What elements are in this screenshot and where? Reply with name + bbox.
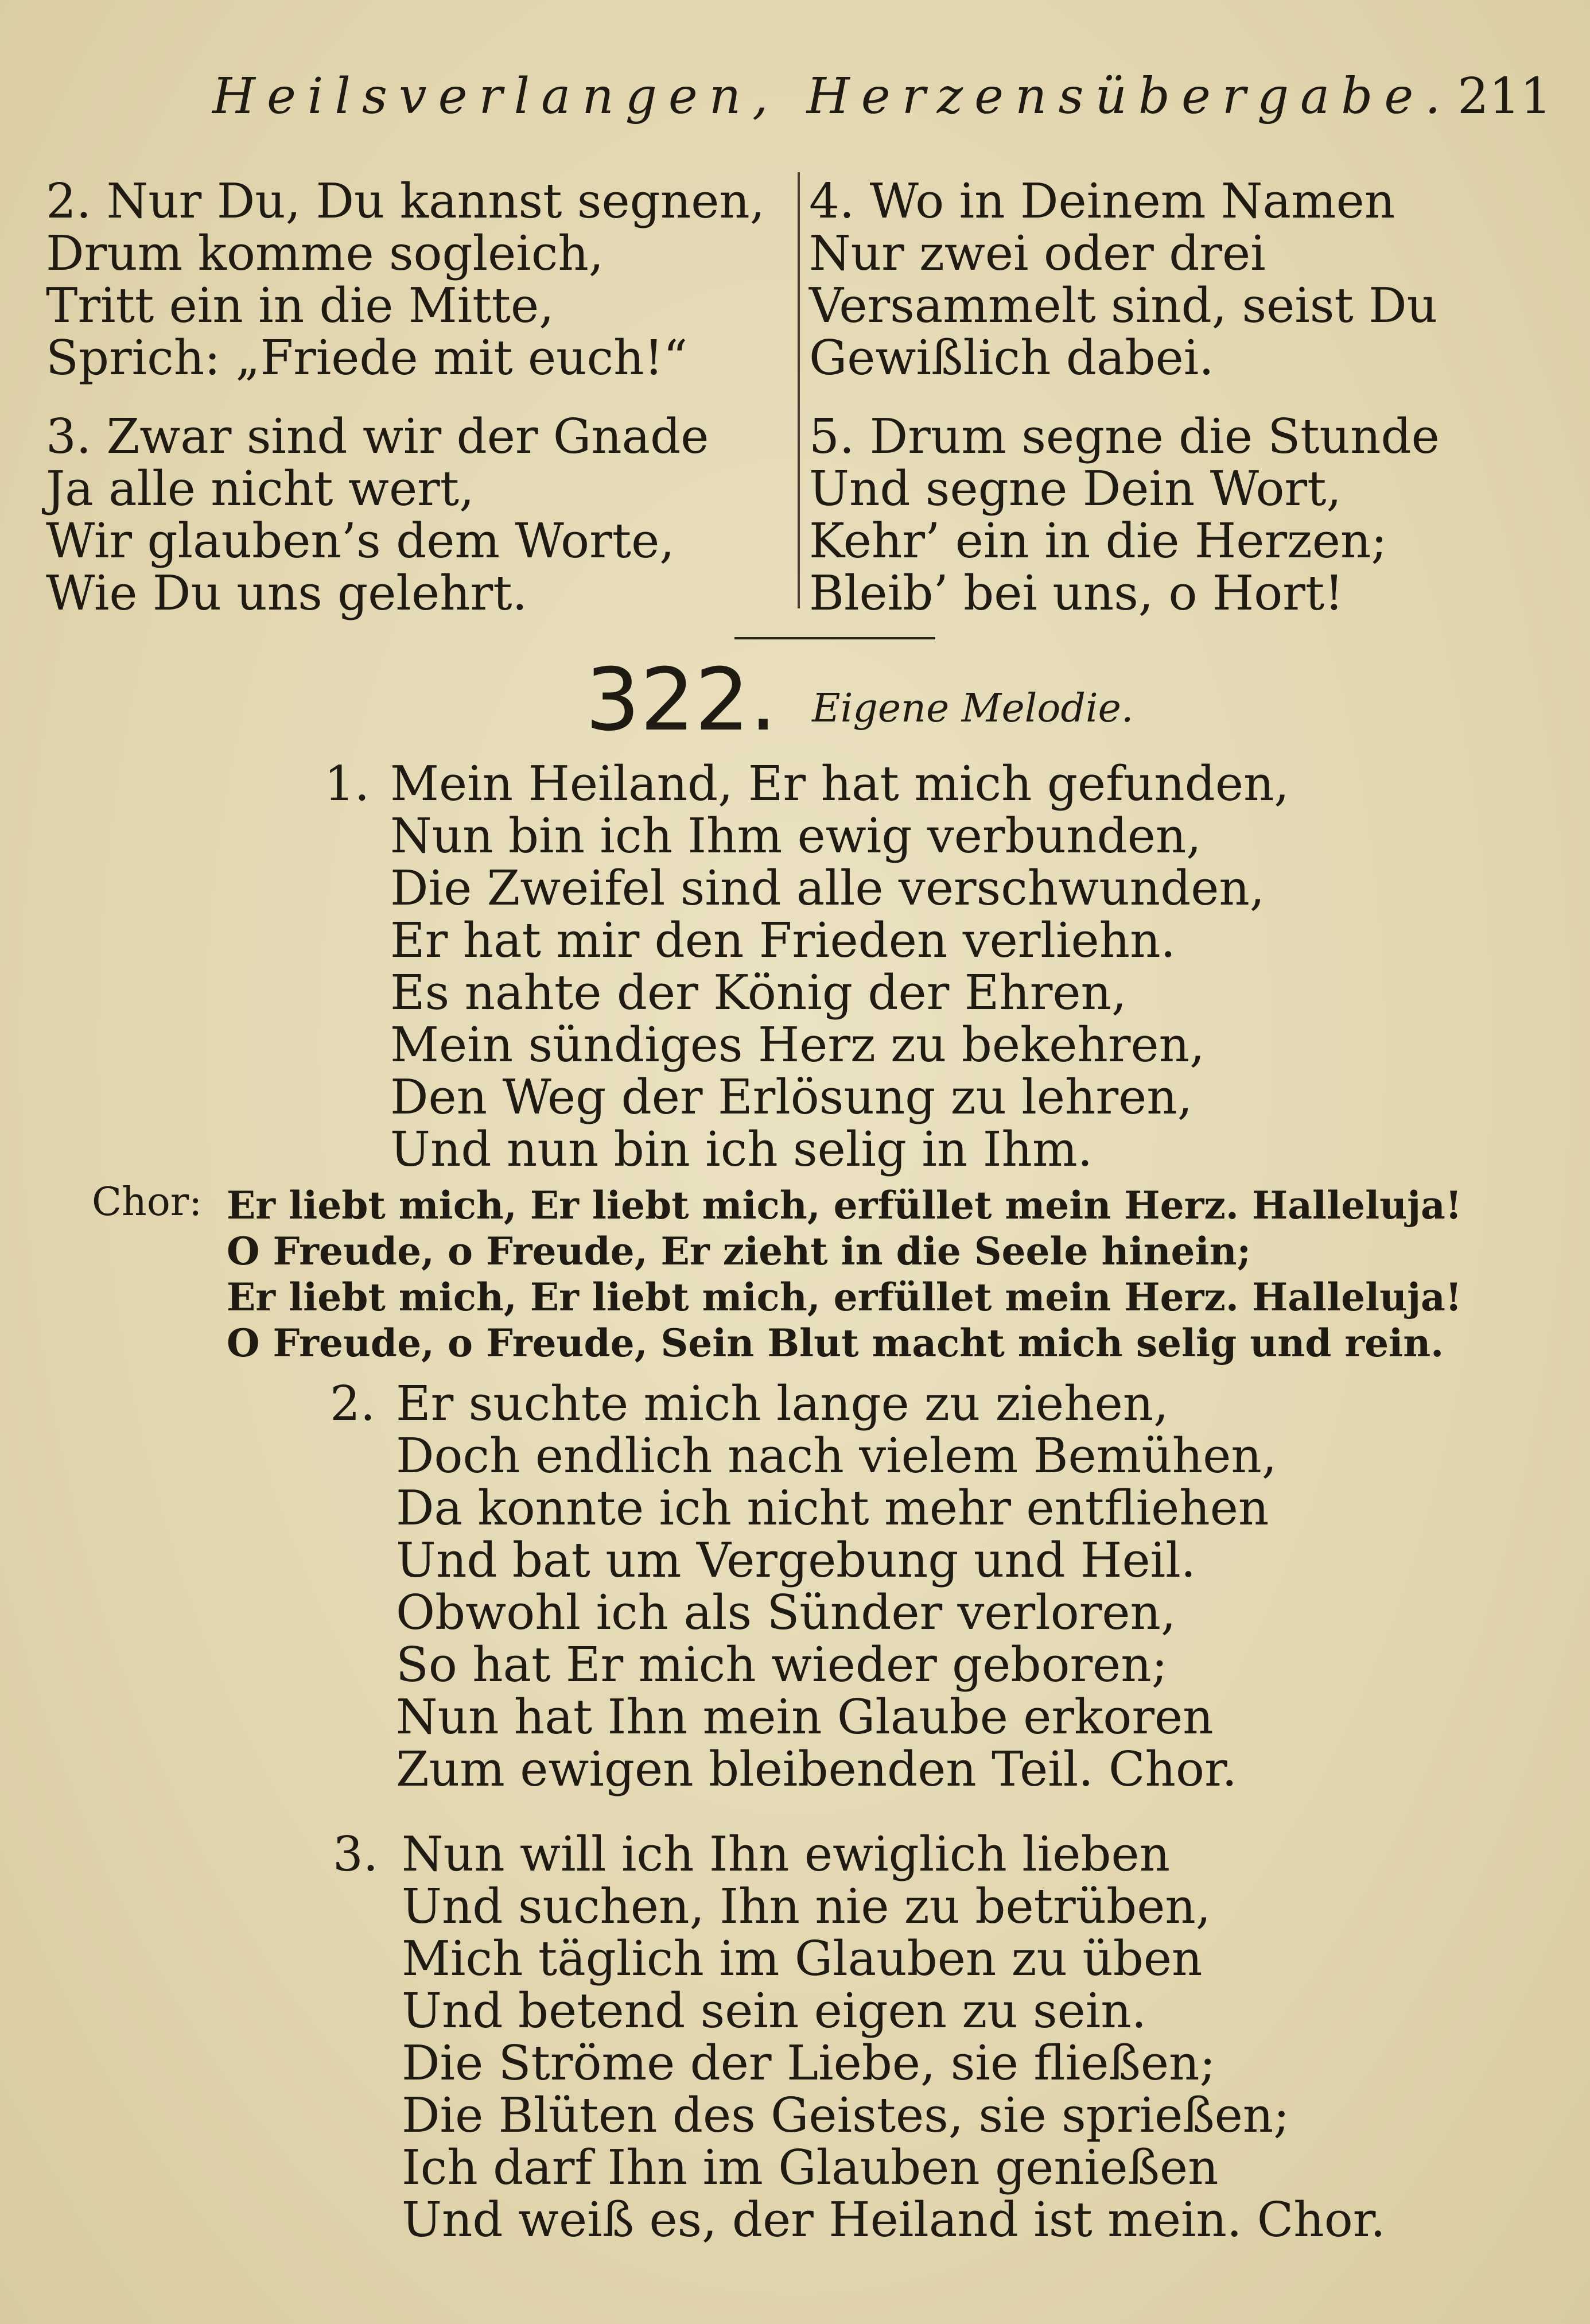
verse-line: Und weiß es, der Heiland ist mein. Chor. <box>402 2192 1386 2248</box>
verse-line: Mich täglich im Glauben zu üben <box>402 1931 1203 1987</box>
page-number: 211 <box>1457 68 1552 125</box>
verse-line: Tritt ein in die Mitte, <box>46 278 554 333</box>
verse-line: Drum komme sogleich, <box>46 226 604 281</box>
verse-line: Nun bin ich Ihm ewig verbunden, <box>390 808 1202 864</box>
verse-line: Wir glauben’s dem Worte, <box>46 513 675 569</box>
stanza-number: 3. <box>333 1826 379 1882</box>
verse-line: Die Zweifel sind alle verschwunden, <box>390 860 1265 916</box>
verse-line: 5. Drum segne die Stunde <box>809 409 1440 464</box>
verse-3 <box>46 410 709 619</box>
verse-line: Ja alle nicht wert, <box>46 461 475 517</box>
chorus <box>227 1182 1462 1366</box>
verse-line: So hat Er mich wieder geboren; <box>396 1637 1168 1693</box>
verse-line: Nun hat Ihn mein Glaube erkoren <box>396 1689 1214 1745</box>
stanza-3 <box>402 1828 1386 2246</box>
verse-line: Zum ewigen bleibenden Teil. Chor. <box>396 1741 1237 1797</box>
verse-line: Obwohl ich als Sünder verloren, <box>396 1585 1176 1640</box>
verse-line: Gewißlich dabei. <box>809 330 1214 386</box>
verse-line: Und segne Dein Wort, <box>809 461 1342 517</box>
stanza-number: 2. <box>330 1376 376 1431</box>
verse-line: Nun will ich Ihn ewiglich lieben <box>402 1826 1171 1882</box>
verse-line: Doch endlich nach vielem Bemühen, <box>396 1428 1277 1484</box>
verse-line: Und suchen, Ihn nie zu betrüben, <box>402 1879 1211 1934</box>
stanza-1 <box>390 758 1289 1175</box>
verse-line: Die Blüten des Geistes, sie sprießen; <box>402 2088 1290 2143</box>
verse-line: Mein sündiges Herz zu bekehren, <box>390 1017 1205 1073</box>
column-divider <box>798 172 800 608</box>
hymn-number: 322. <box>585 650 777 750</box>
chorus-line: O Freude, o Freude, Sein Blut macht mich selig und rein. <box>227 1321 1444 1365</box>
verse-line: Die Ströme der Liebe, sie fließen; <box>402 2035 1216 2091</box>
verse-4 <box>809 175 1437 384</box>
verse-line: Er hat mir den Frieden verliehn. <box>390 913 1176 968</box>
verse-line: Sprich: „Friede mit euch!“ <box>46 330 688 386</box>
chorus-line: O Freude, o Freude, Er zieht in die Seele hinein; <box>227 1229 1251 1274</box>
verse-line: Und betend sein eigen zu sein. <box>402 1983 1147 2039</box>
verse-line: Ich darf Ihn im Glauben genießen <box>402 2140 1219 2195</box>
verse-5 <box>809 410 1440 619</box>
stanza-2 <box>396 1378 1277 1795</box>
verse-line: Mein Heiland, Er hat mich gefunden, <box>390 756 1289 812</box>
verse-line: Nur zwei oder drei <box>809 226 1266 281</box>
stanza-number: 1. <box>324 756 370 812</box>
chorus-label: Chor: <box>92 1180 203 1225</box>
running-title: Heilsverlangen, Herzensübergabe. <box>212 68 1452 125</box>
verse-line: Bleib’ bei uns, o Hort! <box>809 565 1344 621</box>
verse-line: Und nun bin ich selig in Ihm. <box>390 1122 1093 1177</box>
verse-line: 3. Zwar sind wir der Gnade <box>46 409 709 464</box>
verse-line: Und bat um Vergebung und Heil. <box>396 1532 1196 1588</box>
chorus-line: Er liebt mich, Er liebt mich, erfüllet mein Herz. Halleluja! <box>227 1275 1462 1320</box>
melody-note: Eigene Melodie. <box>812 686 1134 731</box>
verse-line: Den Weg der Erlösung zu lehren, <box>390 1069 1193 1125</box>
verse-line: 4. Wo in Deinem Namen <box>809 173 1395 229</box>
separator-rule <box>734 637 935 639</box>
verse-2 <box>46 175 765 384</box>
verse-line: Versammelt sind, seist Du <box>809 278 1438 333</box>
verse-line: Kehr’ ein in die Herzen; <box>809 513 1387 569</box>
verse-line: Er suchte mich lange zu ziehen, <box>396 1376 1169 1431</box>
verse-line: Es nahte der König der Ehren, <box>390 965 1127 1021</box>
verse-line: 2. Nur Du, Du kannst segnen, <box>46 173 765 229</box>
verse-line: Da konnte ich nicht mehr entfliehen <box>396 1480 1269 1536</box>
verse-line: Wie Du uns gelehrt. <box>46 565 527 621</box>
chorus-line: Er liebt mich, Er liebt mich, erfüllet mein Herz. Halleluja! <box>227 1183 1462 1228</box>
